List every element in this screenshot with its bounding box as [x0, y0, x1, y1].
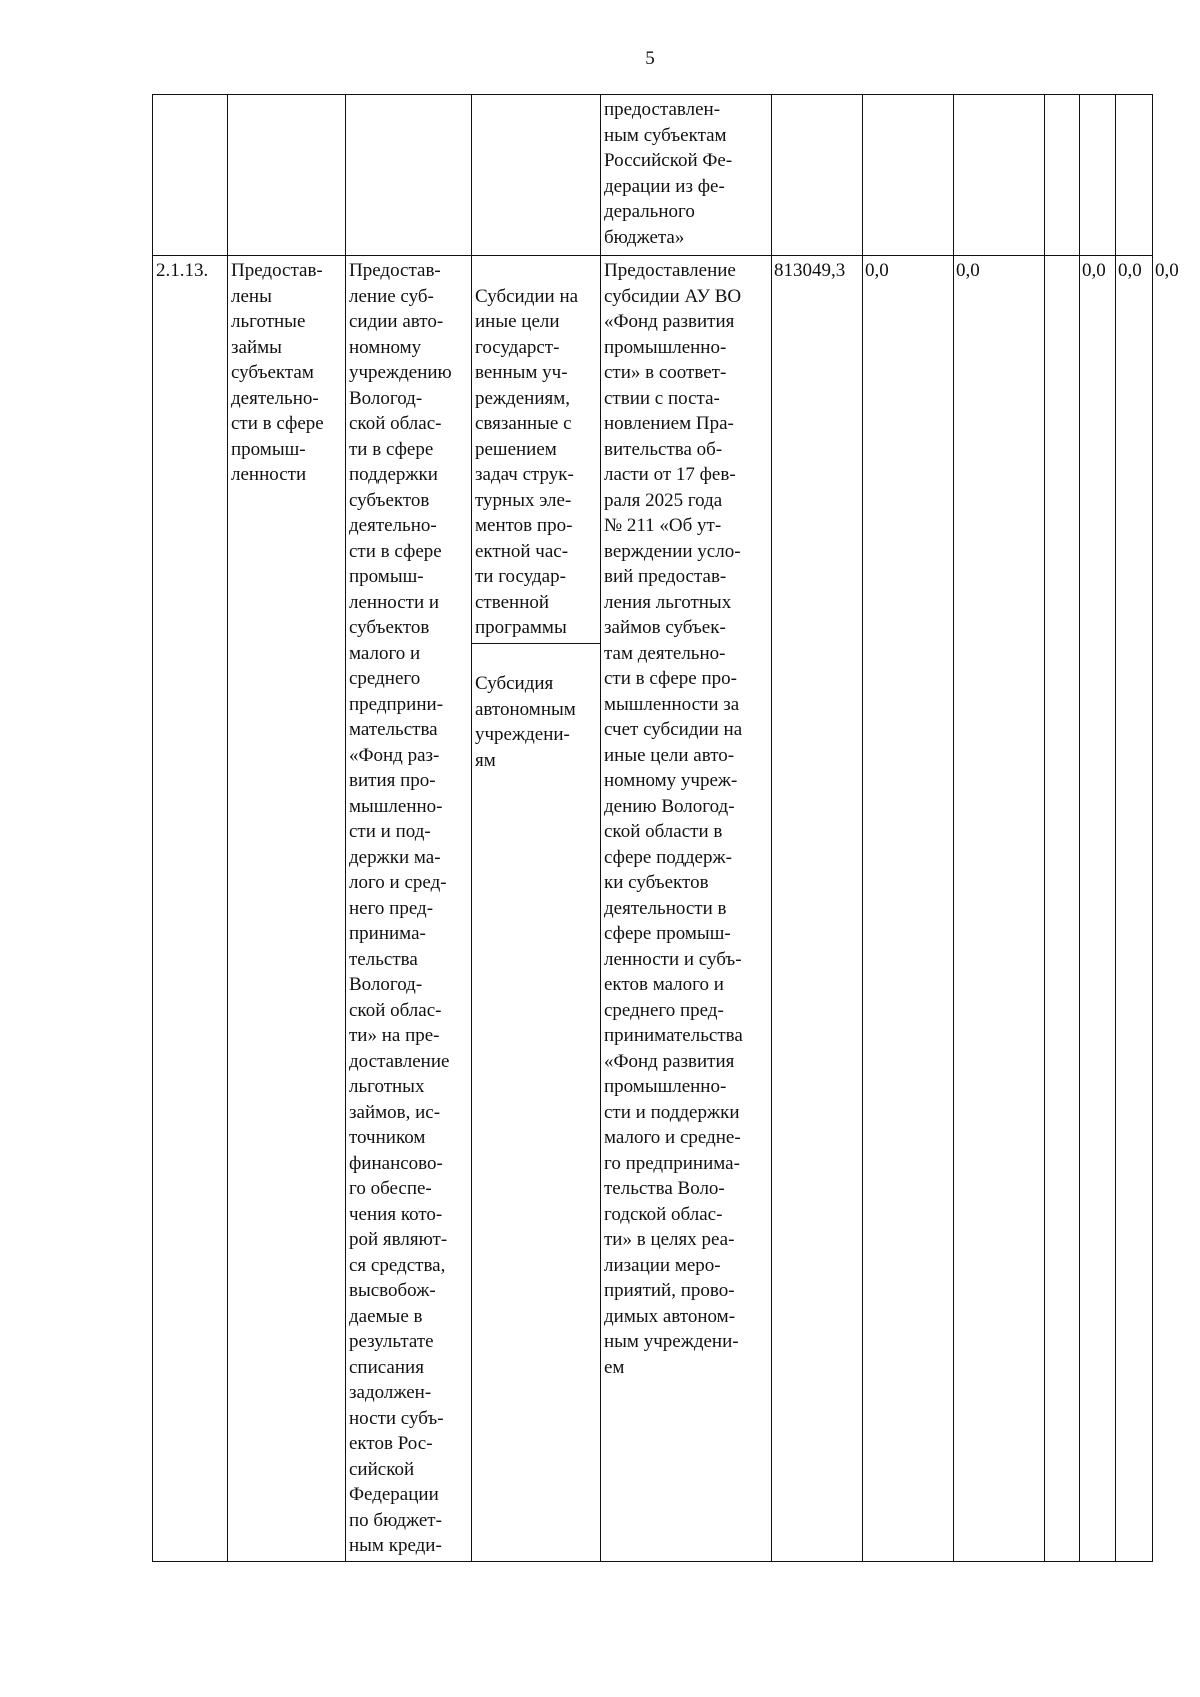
- cell-empty: [1116, 95, 1153, 256]
- cell-empty: [954, 95, 1045, 256]
- cell-empty: [1045, 95, 1080, 256]
- cell-value-4: [1045, 256, 1080, 1562]
- page-number: 5: [645, 48, 655, 69]
- cell-empty: [1080, 95, 1116, 256]
- subsidy-type-2: Субсидия автономным учреждени- ям: [475, 673, 576, 771]
- cell-value-5: 0,0: [1080, 256, 1116, 1562]
- cell-empty: [772, 95, 863, 256]
- cell-value-3: 0,0: [954, 256, 1045, 1562]
- cell-value-6: 0,0: [1116, 256, 1153, 1562]
- cell-value-2: 0,0: [863, 256, 954, 1562]
- cell-description: Предоставление субсидии АУ ВО «Фонд развития промышленно- сти» в соответ- ствии с поста- новлением Пра- вительства об- ласти от 17 фев- раля 2025 года № 211 «Об ут- верждении усло- вий предостав- ления льготных займов субъек- там деятельно- сти в сфере про- мышленности за счет субсидии на иные цели авто- номному учреж- дению Вологод- ской области в сфере поддерж- ки субъектов деятельности в сфере промыш- ленности и субъ- ектов малого и среднего пред- принимательства «Фонд развития промышленно- сти и поддержки малого и средне- го предпринима- тельства Воло- годской облас- ти» в целях реа- лизации меро- приятий, прово- димых автоном- ным учреждени- ем: [601, 256, 772, 1562]
- cell-empty: [153, 95, 228, 256]
- cell-code: 2.1.13.: [153, 256, 228, 1562]
- cell-empty: [472, 95, 601, 256]
- cell-empty: [228, 95, 346, 256]
- cell-value-1: 813049,3: [772, 256, 863, 1562]
- subsidy-type-1: Субсидии на иные цели государст- венным уч- реждениям, связанные с решением задач струк- турных эле- ментов про- ектной час- ти государ- ственной программы: [472, 282, 600, 644]
- cell-event: Предостав- ление суб- сидии авто- номному учреждению Вологод- ской облас- ти в сфере поддержки субъектов деятельно- сти в сфере промыш- ленности и субъектов малого и среднего предприни- мательства «Фонд раз- вития про- мышленно- сти и под- держки ма- лого и сред- него пред- принима- тельства Вологод- ской облас- ти» на пре- доставление льготных займов, ис- точником финансово- го обеспе- чения кото- рой являют- ся средства, высвобож- даемые в результате списания задолжен- ности субъ- ектов Рос- сийской Федерации по бюджет- ным креди-: [346, 256, 472, 1562]
- cell-subsidy-type: [472, 256, 601, 1562]
- table-row-2-1-13: 2.1.13. Предостав- лены льготные займы субъектам деятельно- сти в сфере промыш- ленности Предостав- ление суб- сидии авто- номному учреждению Вологод- ской облас- ти в сфере поддержки субъектов деятельно- сти в сфере промыш- ленности и субъектов малого и среднего предприни- мательства «Фонд раз- вития про- мышленно- сти и под- держки ма- лого и сред- него пред- принима- тельства Вологод- ской облас- ти» на пре- доставление льготных займов, ис- точником финансово- го обеспе- чения кото- рой являют- ся средства, высвобож- даемые в результате списания задолжен- ности субъ- ектов Рос- сийской Федерации по бюджет- ным креди- Субсидии на иные цели государст- венным уч- реждениям, связанные с решением задач струк- турных эле- ментов про- ектной час- ти государ- ственной программы Субсидия автономным учреждени- ям Предоставление субсидии АУ ВО «Фонд развития промышленно- сти» в соответ- ствии с поста- новлением Пра- вительства об- ласти от 17 фев- раля 2025 года № 211 «Об ут- верждении усло- вий предостав- ления льготных займов субъек- там деятельно- сти в сфере про- мышленности за счет субсидии на иные цели авто- номному учреж- дению Вологод- ской области в сфере поддерж- ки субъектов деятельности в сфере промыш- ленности и субъ- ектов малого и среднего пред- принимательства «Фонд развития промышленно- сти и поддержки малого и средне- го предпринима- тельства Воло- годской облас- ти» в целях реа- лизации меро- приятий, прово- димых автоном- ным учреждени- ем 813049,3 0,0 0,0 0,0 0,0 0,0: [153, 256, 1153, 1562]
- cell-empty: [346, 95, 472, 256]
- table-row-continued: [153, 95, 1153, 256]
- cell-result: Предостав- лены льготные займы субъектам деятельно- сти в сфере промыш- ленности: [228, 256, 346, 1562]
- cell-continued-description: предоставлен- ным субъектам Российской Фе- дерации из фе- дерального бюджета»: [601, 95, 772, 256]
- cell-empty: [863, 95, 954, 256]
- budget-table: [152, 94, 1179, 1562]
